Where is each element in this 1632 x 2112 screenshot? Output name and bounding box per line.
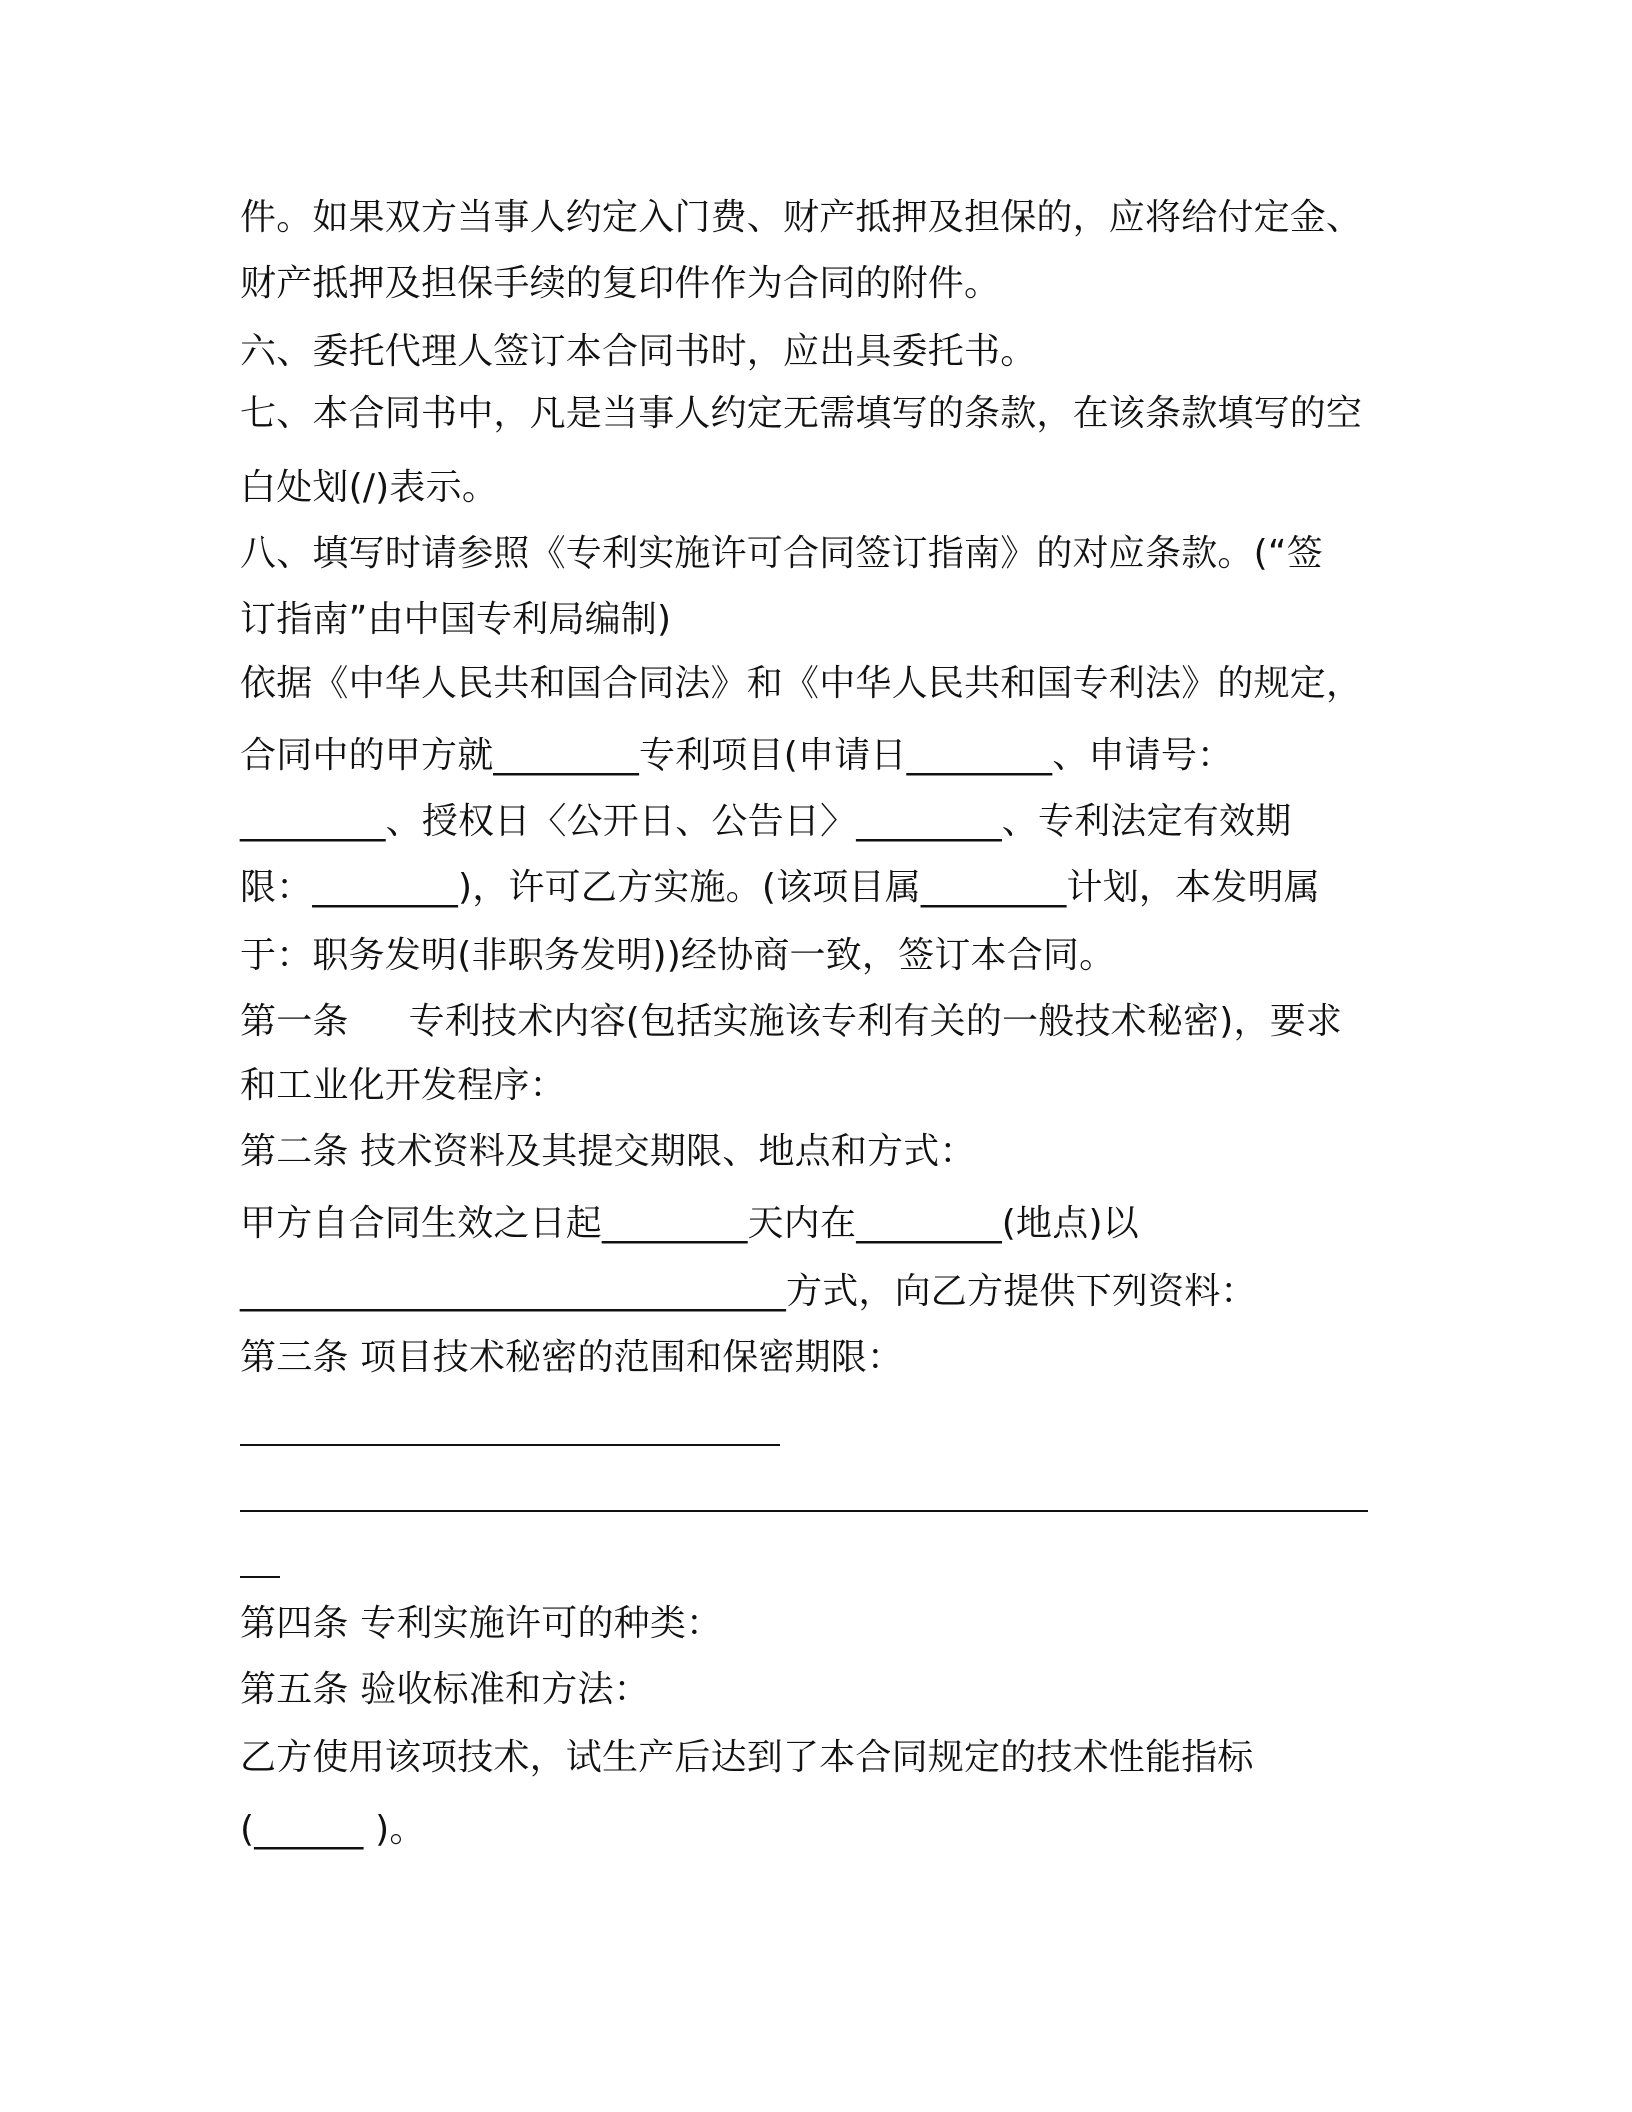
body-line: 白处划(/)表示。 [240,467,499,508]
body-line: 财产抵押及担保手续的复印件作为合同的附件。 [240,263,1001,304]
body-line: 件。如果双方当事人约定入门费、财产抵押及担保的，应将给付定金、 [240,197,1363,238]
clause-6: 六、委托代理人签订本合同书时，应出具委托书。 [240,331,1037,372]
clause-8: 八、填写时请参照《专利实施许可合同签订指南》的对应条款。(“签 [240,533,1323,574]
article-3-heading: 第三条 项目技术秘密的范围和保密期限： [240,1337,904,1378]
article-1 [240,1000,1342,1044]
clause-7: 七、本合同书中，凡是当事人约定无需填写的条款，在该条款填写的空 [240,393,1363,434]
article-1-text: 专利技术内容(包括实施该专利有关的一般技术秘密)，要求 [408,1001,1343,1042]
preamble-line: 依据《中华人民共和国合同法》和《中华人民共和国专利法》的规定， [240,663,1363,704]
preamble-line: 于：职务发明(非职务发明))经协商一致，签订本合同。 [240,935,1116,976]
preamble-line: 限：________)，许可乙方实施。(该项目属________计划，本发明属 [240,867,1320,908]
preamble-line: ________、授权日〈公开日、公告日〉________、专利法定有效期 [240,801,1292,842]
blank-rule [240,1510,1368,1512]
article-2-line: 甲方自合同生效之日起________天内在________(地点)以 [240,1203,1139,1244]
body-line: 订指南”由中国专利局编制) [240,599,672,640]
article-5-line: (______ )。 [240,1809,426,1850]
article-4-heading: 第四条 专利实施许可的种类： [240,1603,723,1644]
blank-rule [240,1444,780,1446]
blank-rule [240,1576,280,1578]
article-1-number: 第一条 [240,1001,349,1042]
article-2-heading: 第二条 技术资料及其提交期限、地点和方式： [240,1131,976,1172]
article-5-heading: 第五条 验收标准和方法： [240,1669,650,1710]
preamble-line: 合同中的甲方就________专利项目(申请日________、申请号： [240,735,1234,776]
article-1-continuation: 和工业化开发程序： [240,1065,566,1106]
article-5-line: 乙方使用该项技术，试生产后达到了本合同规定的技术性能指标 [240,1737,1254,1778]
article-2-line: ______________________________方式，向乙方提供下列资料： [240,1271,1257,1312]
